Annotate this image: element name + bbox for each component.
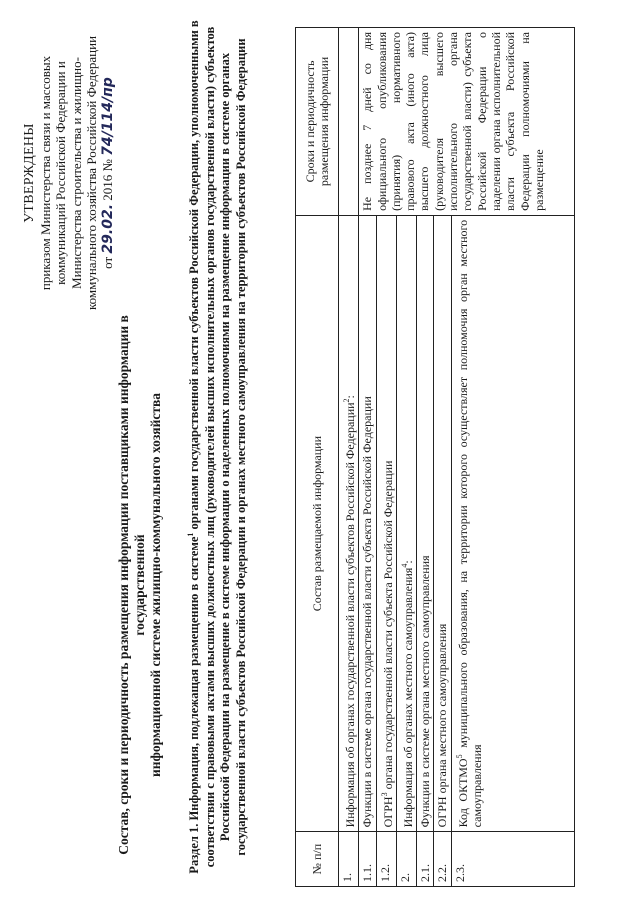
approval-stamp	[22, 28, 116, 318]
header-deadline: Сроки и периодичность размещения информации	[296, 28, 339, 216]
approval-date-line	[100, 28, 117, 318]
section-text-rest: органами государственной власти субъектов Российской Федерации, уполномоченными в соответствии с правовыми актами высших должностных лиц (руководителей высших исполнительных органов государственной власти) субъектов Российской Федерации на размещение в системе информации о наделенных полномочиями на размещение информации в системе органах государственной власти субъектов Российской Федерации и органах местного самоуправления на территории субъектов Российской Федерации	[187, 20, 248, 868]
row-text	[434, 215, 451, 831]
section-heading	[183, 17, 249, 877]
document-title-line: информационной системе жилищно-коммунального хозяйства	[148, 392, 163, 778]
year: 2016	[99, 174, 115, 201]
approval-line: Министерства строительства и жилищно-	[68, 57, 84, 289]
approval-title: УТВЕРЖДЕНЫ	[22, 123, 37, 223]
row-text	[417, 215, 434, 831]
row-text-tail: :	[400, 560, 415, 564]
document-title	[116, 305, 164, 865]
row-text-tail: муниципального образования, на территории которого осуществляет полномочия орган местного самоуправления	[455, 219, 485, 828]
row-text	[451, 215, 574, 831]
deadline-cell: Не позднее 7 дней со дня официального опубликования (принятия) нормативного правового акта (иного акта) высшего должностного лица (руководителя высшего исполнительного органа государственной власти) субъекта Российской Федерации о наделении органа исполнительной власти субъекта Российской Федерации полномочиями на размещение	[359, 28, 574, 216]
section-text-start: Информация, подлежащая размещению в системе	[187, 536, 202, 821]
number-prefix: №	[99, 159, 115, 172]
table-header-row	[296, 28, 339, 887]
handwritten-date: 29.02.	[99, 203, 116, 254]
row-text-main: Информация об органах государственной власти субъектов Российской Федерации	[343, 402, 357, 828]
information-table	[295, 27, 575, 887]
approval-line: коммунального хозяйства Российской Федерации	[84, 35, 99, 311]
table-row	[359, 28, 376, 887]
row-text-main: Функции в системе органа государственной власти субъекта Российской Федерации	[360, 396, 375, 828]
deadline-cell-empty	[339, 28, 359, 216]
row-text	[396, 215, 416, 831]
row-text-main: Код ОКТМО	[455, 758, 470, 828]
footnote-marker: 5	[454, 754, 464, 759]
row-text-main: ОГРН	[380, 796, 395, 828]
footnote-marker: 2	[342, 398, 351, 403]
row-text-tail: органа государственной власти субъекта Российской Федерации	[380, 460, 395, 793]
header-number: № п/п	[296, 832, 339, 887]
approval-line: коммуникаций Российской Федерации и	[53, 61, 68, 285]
row-number: 2.	[396, 832, 416, 887]
row-number: 2.1.	[417, 832, 434, 887]
row-text	[339, 215, 359, 831]
footnote-marker: 3	[379, 792, 389, 797]
section-label: Раздел 1.	[187, 823, 202, 874]
row-text	[376, 215, 396, 831]
row-number: 1.2.	[376, 832, 396, 887]
row-text-tail: :	[343, 395, 357, 399]
approval-line: приказом Министерства связи и массовых	[37, 55, 53, 291]
row-number: 1.	[339, 832, 359, 887]
document-title-line: Состав, сроки и периодичность размещения информации поставщиками информации в государственной	[116, 315, 147, 855]
footnote-marker: 4	[399, 563, 409, 568]
row-number: 2.3.	[451, 832, 574, 887]
header-content: Состав размещаемой информации	[296, 215, 339, 831]
handwritten-number: 74/114/пр	[99, 77, 116, 156]
row-number: 2.2.	[434, 832, 451, 887]
row-text-main: Информация об органах местного самоуправления	[400, 567, 415, 828]
date-prefix: от	[99, 256, 115, 269]
row-number: 1.1.	[359, 832, 376, 887]
row-text-main: ОГРН органа местного самоуправления	[435, 623, 450, 828]
row-text	[359, 215, 376, 831]
row-text-main: Функции в системе органа местного самоуправления	[418, 555, 433, 828]
table-row	[339, 28, 359, 887]
footnote-marker: 1	[186, 532, 195, 537]
